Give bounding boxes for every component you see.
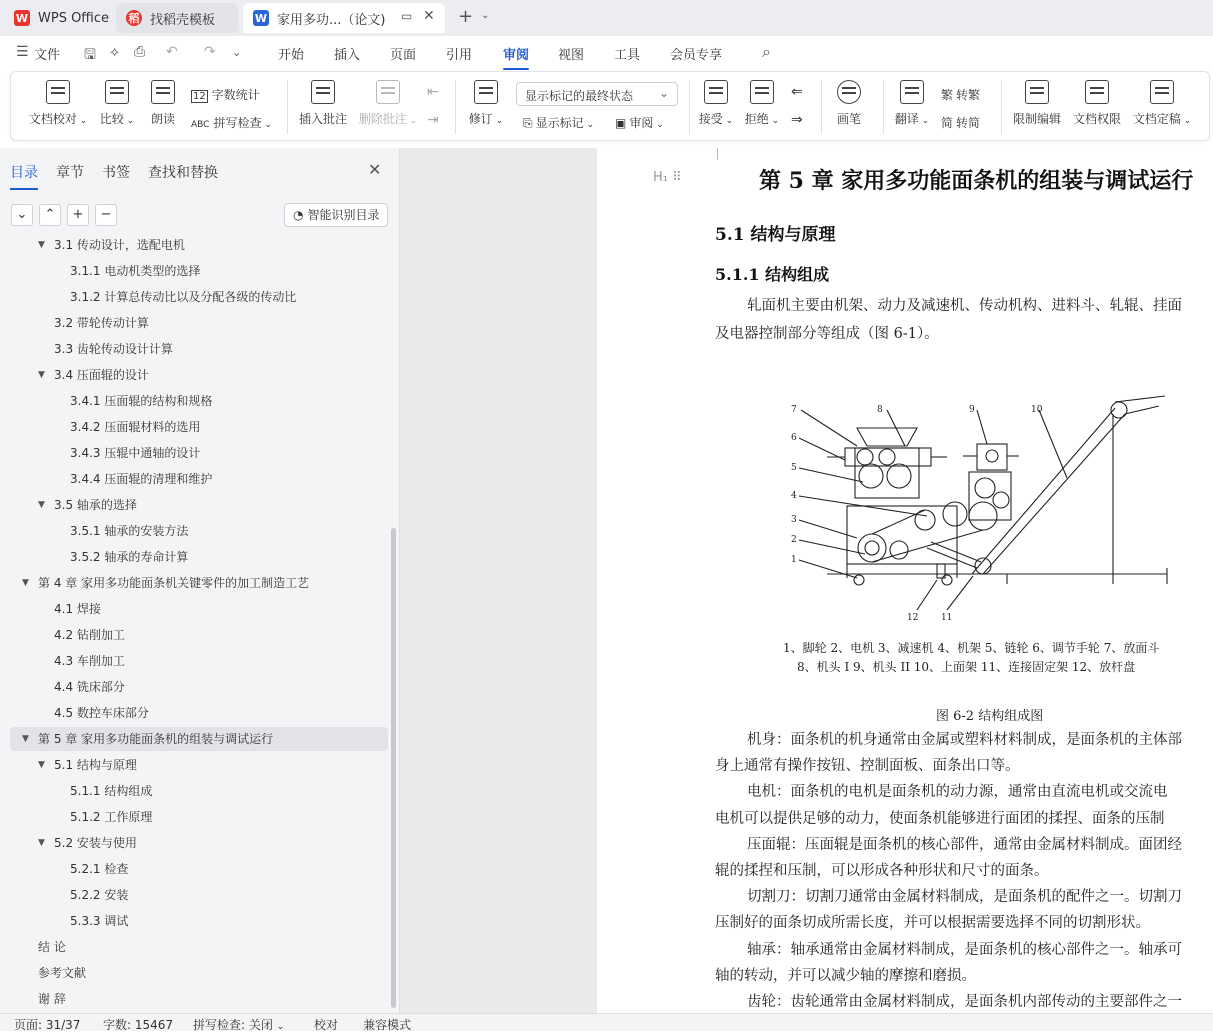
remove-level-button[interactable]: −: [95, 204, 117, 226]
expand-triangle-icon[interactable]: ▼: [22, 734, 29, 744]
revise-label: 修订: [468, 112, 493, 126]
toc-item[interactable]: [54, 676, 125, 698]
share-icon[interactable]: ⟡: [110, 44, 120, 60]
smart-toc-button[interactable]: [284, 203, 388, 227]
figure-number-label: 3: [791, 515, 797, 525]
translate-label: 翻译: [894, 112, 919, 126]
toc-item[interactable]: [70, 468, 212, 490]
spell-check-status[interactable]: [193, 1016, 284, 1033]
pen-icon: [837, 80, 861, 104]
paragraph-line: 切割刀：切割刀通常由金属材料制成，是面条机的配件之一。切割刀: [747, 889, 1182, 906]
read-aloud-icon: [151, 80, 175, 104]
figure-number-label: 5: [791, 463, 797, 473]
menu-member[interactable]: 会员专享: [670, 48, 723, 63]
toc-item[interactable]: [70, 546, 188, 568]
figure-number-label: 6: [791, 433, 797, 443]
markup-state-select[interactable]: [516, 82, 678, 106]
review-pane-label: 审阅: [629, 116, 654, 130]
accept-icon: [704, 80, 728, 104]
doc-check-label: 文档校对: [28, 112, 77, 126]
nav-tabs: [10, 162, 236, 182]
doc-finalize-label: 文档定稿: [1132, 112, 1181, 126]
figure-number-label: 11: [941, 613, 953, 623]
next-comment-icon[interactable]: ⇥: [427, 112, 439, 128]
spell-check-button[interactable]: ABC 拼写检查 ⌄: [191, 116, 272, 130]
review-pane-icon: ▣: [615, 116, 627, 130]
insert-comment-label: 插入批注: [298, 112, 347, 126]
reject-label: 拒绝: [744, 112, 769, 126]
tab-template[interactable]: [116, 3, 238, 33]
toc-item[interactable]: [54, 650, 125, 672]
smart-toc-label: 智能识别目录: [307, 208, 380, 222]
chapter-title: 第 5 章 家用多功能面条机的组装与调试运行: [759, 168, 1194, 194]
chevron-down-icon: ⌄: [658, 86, 669, 100]
toc-item[interactable]: [38, 832, 137, 854]
traditional-icon: 繁: [941, 88, 954, 102]
expand-triangle-icon[interactable]: ▼: [38, 500, 45, 510]
figure-number-label: 2: [791, 535, 797, 545]
toc-item-label: 3.4.3 压辊中通轴的设计: [70, 446, 201, 460]
figure-number-label: 7: [791, 405, 797, 415]
paragraph-line: 压制好的面条切成所需长度，并可以根据需要选择不同的切割形状。: [715, 915, 1150, 932]
toc-item-label: 4.2 钻削加工: [54, 628, 125, 642]
toc-item-label: 3.5 轴承的选择: [54, 498, 137, 512]
section-heading: 5.1 结构与原理: [715, 225, 836, 245]
wps-logo-icon: W: [15, 11, 29, 25]
read-aloud-button[interactable]: [135, 80, 191, 127]
paragraph-line: 辊的揉捏和压制，可以形成各种形状和尺寸的面条。: [715, 863, 1049, 879]
ribbon-divider: [689, 80, 690, 134]
translate-button[interactable]: 翻译 ⌄: [887, 80, 937, 127]
doc-permission-label: 文档权限: [1072, 112, 1121, 126]
heading-handle-icon[interactable]: H₁ ⠿: [653, 170, 682, 185]
menu-reference[interactable]: 引用: [446, 48, 473, 63]
toc-item[interactable]: [54, 702, 149, 724]
spell-check-status-label: 拼写检查: 关闭: [193, 1018, 273, 1032]
toc-item[interactable]: [70, 520, 188, 542]
figure-number-label: 4: [791, 491, 797, 501]
ribbon-divider: [1001, 80, 1002, 134]
toc-item-label: 4.1 焊接: [54, 602, 101, 616]
revise-icon: [474, 80, 498, 104]
save-icon[interactable]: 🖫: [84, 47, 96, 63]
toc-item[interactable]: [70, 390, 212, 412]
expand-triangle-icon[interactable]: ▼: [22, 578, 29, 588]
show-markup-button[interactable]: ⎘ 显示标记 ⌄: [523, 116, 595, 130]
redo-icon[interactable]: ↷: [204, 44, 216, 60]
smart-toc-icon: ◔: [293, 208, 304, 222]
doc-check-icon: [46, 80, 70, 104]
pen-button[interactable]: [823, 80, 875, 127]
toc-item-label: 5.2.1 检查: [70, 862, 129, 876]
to-simplified-button[interactable]: [941, 114, 980, 131]
expand-triangle-icon[interactable]: ▼: [38, 760, 45, 770]
toc-item[interactable]: [22, 728, 274, 750]
intro-line-1: 轧面机主要由机架、动力及减速机、传动机构、进料斗、轧辊、挂面: [747, 298, 1182, 314]
tab-bookmarks[interactable]: 书签: [102, 165, 130, 181]
nav-scrollbar[interactable]: [391, 528, 396, 1008]
toc-item[interactable]: [22, 572, 310, 594]
toc-item-label: 4.5 数控车床部分: [54, 706, 149, 720]
toc-item-label: 5.1.2 工作原理: [70, 810, 153, 824]
toc-item-label: 3.1.2 计算总传动比以及分配各级的传动比: [70, 290, 297, 304]
expand-triangle-icon[interactable]: ▼: [38, 370, 45, 380]
menu-bar: [0, 36, 1213, 68]
toc-item[interactable]: [38, 962, 86, 984]
revise-button[interactable]: 修订 ⌄: [461, 80, 511, 127]
search-icon[interactable]: ⌕: [762, 42, 771, 61]
toc-item[interactable]: [54, 312, 149, 334]
toc-item[interactable]: [70, 286, 296, 308]
tab-document[interactable]: [243, 3, 445, 33]
reject-button[interactable]: 拒绝 ⌄: [737, 80, 787, 127]
paragraph-line: 轴的转动，并可以减少轴的摩擦和磨损。: [715, 967, 976, 984]
paragraph-line: 电机可以提供足够的动力，使面条机能够进行面团的揉捏、面条的压制: [715, 810, 1165, 827]
status-bar: [0, 1013, 1213, 1031]
undo-icon[interactable]: ↶: [166, 44, 178, 60]
tab-wps-office[interactable]: [4, 3, 112, 33]
show-markup-icon: ⎘: [523, 116, 533, 130]
paragraph-line: 机身：面条机的机身通常由金属或塑料材料制成，是面条机的主体部: [747, 732, 1182, 748]
tab-chapters[interactable]: 章节: [56, 165, 84, 181]
ribbon-divider: [455, 80, 456, 134]
menu-review[interactable]: 审阅: [503, 44, 529, 63]
toc-item[interactable]: [70, 780, 152, 802]
toc-item-label: 3.1 传动设计，选配电机: [54, 238, 185, 252]
proof-status[interactable]: 校对: [314, 1018, 339, 1032]
toc-item[interactable]: [70, 858, 128, 880]
structure-figure: [787, 388, 1177, 628]
toc-item-label: 5.1 结构与原理: [54, 758, 137, 772]
paragraph-line: 电机：面条机的电机是面条机的动力源，通常由直流电机或交流电: [747, 784, 1168, 801]
ribbon-divider: [287, 80, 288, 134]
close-icon[interactable]: ✕: [368, 160, 382, 179]
toc-item-label: 3.5.1 轴承的安装方法: [70, 524, 189, 538]
document-area: [400, 148, 1213, 1013]
new-tab-icon[interactable]: +: [458, 6, 474, 27]
toc-item-label: 5.1.1 结构组成: [70, 784, 153, 798]
markup-state-value: 显示标记的最终状态: [525, 89, 634, 103]
to-traditional-button[interactable]: [941, 86, 980, 103]
review-ribbon: [10, 71, 1210, 141]
print-preview-icon[interactable]: ⎙: [134, 44, 146, 60]
chevron-down-icon[interactable]: ⌄: [481, 10, 490, 21]
toc-item[interactable]: [70, 806, 152, 828]
menu-page[interactable]: 页面: [390, 48, 417, 63]
word-count-label: 字数统计: [211, 88, 260, 102]
menu-home[interactable]: 开始: [278, 48, 305, 63]
previous-comment-icon[interactable]: ⇤: [427, 84, 439, 100]
frame-body: [847, 506, 957, 564]
toc-item[interactable]: [70, 442, 200, 464]
collapse-down-button[interactable]: ⌄: [11, 204, 33, 226]
previous-change-icon[interactable]: ⇐: [791, 84, 803, 100]
word-count-indicator[interactable]: 字数: 15467: [103, 1018, 174, 1032]
compare-icon: [105, 80, 129, 104]
review-pane-button[interactable]: ▣ 审阅 ⌄: [615, 116, 664, 130]
delete-comment-button[interactable]: 删除批注 ⌄: [355, 80, 421, 127]
writer-doc-icon: W: [254, 11, 268, 25]
page-corner-mark: [717, 148, 718, 160]
daoke-logo-icon: 稻: [126, 10, 142, 26]
intro-line-2: 及电器控制部分等组成（图 6-1）。: [715, 326, 939, 342]
to-traditional-label: 转繁: [956, 88, 981, 102]
word-count-button[interactable]: [191, 86, 260, 103]
pen-label: 画笔: [836, 112, 861, 126]
figure-legend-line-1: 1、脚轮 2、电机 3、减速机 4、机架 5、链轮 6、调节手轮 7、放面斗: [783, 641, 1160, 655]
toc-item[interactable]: [38, 364, 149, 386]
spell-check-icon: ABC: [191, 120, 210, 130]
doc-finalize-button[interactable]: 文档定稿 ⌄: [1129, 80, 1195, 127]
toc-item-label: 3.2 带轮传动计算: [54, 316, 149, 330]
toc-item[interactable]: [38, 988, 66, 1010]
toc-item[interactable]: [54, 624, 125, 646]
toc-item-label: 结 论: [38, 940, 66, 954]
menu-tools[interactable]: 工具: [614, 48, 641, 63]
next-change-icon[interactable]: ⇒: [791, 112, 803, 128]
restrict-edit-button[interactable]: [1007, 80, 1067, 127]
toc-item-label: 3.4.2 压面辊材料的选用: [70, 420, 201, 434]
toc-item-label: 3.1.1 电动机类型的选择: [70, 264, 201, 278]
window-mode-icon[interactable]: ▭: [401, 9, 413, 23]
doc-permission-button[interactable]: [1067, 80, 1127, 127]
accept-button[interactable]: 接受 ⌄: [691, 80, 741, 127]
tab-toc[interactable]: 目录: [10, 162, 38, 182]
toc-item-label: 5.3.3 调试: [70, 914, 129, 928]
ribbon-divider: [883, 80, 884, 134]
reject-icon: [750, 80, 774, 104]
toc-item-label: 3.4.4 压面辊的清理和维护: [70, 472, 213, 486]
toc-item[interactable]: [54, 598, 101, 620]
tab-label: 家用多功...（论文): [277, 12, 386, 28]
toc-item[interactable]: [38, 494, 137, 516]
insert-comment-button[interactable]: [293, 80, 353, 127]
toc-item-label: 5.2 安装与使用: [54, 836, 137, 850]
toc-item[interactable]: [54, 338, 173, 360]
chevron-down-icon: ⌄: [276, 1022, 285, 1032]
figure-number-label: 9: [969, 405, 975, 415]
menu-insert[interactable]: 插入: [334, 48, 361, 63]
tab-label: 找稻壳模板: [150, 12, 216, 28]
insert-comment-icon: [311, 80, 335, 104]
figure-number-label: 8: [877, 405, 883, 415]
hamburger-icon[interactable]: ☰: [16, 44, 29, 60]
translate-icon: [900, 80, 924, 104]
subsection-heading: 5.1.1 结构组成: [715, 265, 830, 284]
toc-item-label: 3.4 压面辊的设计: [54, 368, 149, 382]
simplified-icon: 简: [941, 116, 954, 130]
delete-comment-label: 删除批注: [358, 112, 407, 126]
toc-item-label: 5.2.2 安装: [70, 888, 129, 902]
toc-item-label: 第 4 章 家用多功能面条机关键零件的加工制造工艺: [38, 576, 310, 590]
toc-item-label: 4.4 铣床部分: [54, 680, 125, 694]
compare-label: 比较: [99, 112, 124, 126]
tab-label: WPS Office: [38, 10, 110, 26]
toc-item[interactable]: [70, 910, 128, 932]
title-tab-bar: [0, 0, 1213, 36]
figure-number-label: 12: [907, 613, 919, 623]
toc-item-label: 参考文献: [38, 966, 87, 980]
expand-triangle-icon[interactable]: ▼: [38, 838, 45, 848]
toc-item-label: 4.3 车削加工: [54, 654, 125, 668]
toc-item[interactable]: [70, 260, 200, 282]
finalize-icon: [1150, 80, 1174, 104]
permission-icon: [1085, 80, 1109, 104]
toc-item-label: 3.5.2 轴承的寿命计算: [70, 550, 189, 564]
figure-number-label: 10: [1031, 405, 1043, 415]
compare-button[interactable]: 比较 ⌄: [89, 80, 145, 127]
paragraph-line: 齿轮：齿轮通常由金属材料制成，是面条机内部传动的主要部件之一: [747, 994, 1182, 1010]
ribbon-divider: [821, 80, 822, 134]
navigation-pane: [0, 148, 400, 1013]
toc-item-label: 3.4.1 压面辊的结构和规格: [70, 394, 213, 408]
delete-comment-icon: [376, 80, 400, 104]
lock-doc-icon: [1025, 80, 1049, 104]
paragraph-line: 身上通常有操作按钮、控制面板、面条出口等。: [715, 758, 1020, 775]
spell-check-label: 拼写检查: [213, 116, 262, 130]
page-indicator[interactable]: 页面: 31/37: [14, 1018, 81, 1032]
tab-find-replace[interactable]: 查找和替换: [148, 165, 218, 181]
toc-item[interactable]: [70, 884, 128, 906]
figure-caption: 图 6-2 结构组成图: [936, 709, 1044, 724]
toc-item[interactable]: [38, 754, 137, 776]
doc-check-button[interactable]: 文档校对 ⌄: [23, 80, 93, 127]
toc-item-label: 第 5 章 家用多功能面条机的组装与调试运行: [38, 732, 274, 746]
document-page: [597, 148, 1213, 1013]
figure-legend-line-2: 8、机头 I 9、机头 II 10、上面架 11、连接固定架 12、放杆盘: [797, 660, 1136, 674]
figure-number-label: 1: [791, 555, 797, 565]
restrict-edit-label: 限制编辑: [1012, 112, 1061, 126]
more-chevron-icon[interactable]: ⌄: [232, 46, 242, 59]
toc-item-label: 谢 辞: [38, 992, 66, 1006]
expand-up-button[interactable]: ⌃: [39, 204, 61, 226]
accept-label: 接受: [698, 112, 723, 126]
paragraph-line: 压面辊：压面辊是面条机的核心部件，通常由金属材料制成。面团经: [747, 836, 1182, 853]
to-simplified-label: 转简: [956, 116, 981, 130]
read-aloud-label: 朗读: [150, 112, 175, 126]
add-level-button[interactable]: +: [67, 204, 89, 226]
paragraph-line: 轴承：轴承通常由金属材料制成，是面条机的核心部件之一。轴承可: [747, 941, 1182, 958]
compat-mode-status: 兼容模式: [363, 1018, 412, 1032]
toc-item[interactable]: [38, 936, 66, 958]
toc-item[interactable]: [70, 416, 200, 438]
menu-file[interactable]: 文件: [34, 48, 61, 63]
close-tab-icon[interactable]: ✕: [423, 8, 435, 24]
expand-triangle-icon[interactable]: ▼: [38, 240, 45, 250]
toc-item-label: 3.3 齿轮传动设计计算: [54, 342, 173, 356]
word-count-icon: 12: [193, 91, 206, 102]
menu-view[interactable]: 视图: [558, 48, 585, 63]
show-markup-label: 显示标记: [535, 116, 584, 130]
toc-item[interactable]: [38, 234, 185, 256]
